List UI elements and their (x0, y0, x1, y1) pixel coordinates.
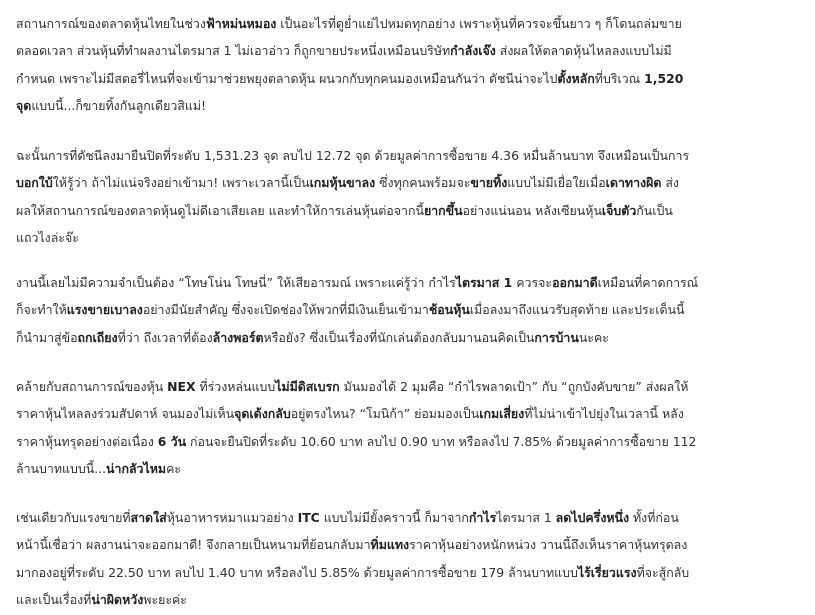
bold-text: ฟ้าหม่นหมอง (205, 16, 277, 31)
text-run: ควรจะ (512, 275, 553, 290)
text-run: ราคาหุ้นไหลลงร่วมสัปดาห์ จนมองไม่เห็น (16, 406, 235, 422)
text-line (16, 169, 815, 196)
text-run: สถานการณ์ของตลาดหุ้นไทยในช่วง (16, 16, 206, 31)
text-line (16, 559, 815, 586)
bold-text: 1,520 (644, 70, 684, 86)
bold-text: ล้างพอร์ต (212, 329, 264, 345)
text-run: แบบนี้...ก็ขายทิ้งกันลูกเดียวสิแม่! (31, 97, 206, 113)
text-line (16, 324, 815, 351)
text-run: ก่อนจะยืนปิดที่ระดับ 10.60 บาท ลบไป 0.90 บาท หรือลงไป 7.85% ด้วยมูลค่าการซื้อขาย 112 (186, 433, 697, 449)
text-run: ก็นำมาสู่ข้อ (16, 329, 78, 345)
text-run: อยู่ตรงไหน? “โมนิก้า” ย่อมมองเป็น (290, 406, 480, 422)
text-line (16, 373, 815, 400)
paragraph-index-close (16, 142, 815, 251)
text-line (16, 197, 815, 224)
bold-text: เกมหุ้นขาลง (309, 175, 376, 191)
text-line (16, 296, 815, 323)
text-run: ที่จะสู้กลับ (636, 564, 690, 580)
bold-text: จุด (16, 97, 32, 113)
text-run: ที่ร่วงหล่นแบบ (195, 379, 276, 394)
text-run: กำหนด เพราะไม่มีสตอรี่ไหนที่จะเข้ามาช่วยพยุงตลาดหุ้น ผนวกกับทุกคนมองเหมือนกันว่า ดัชนีน่าจะไป (16, 70, 558, 86)
text-run: พะยะค่ะ (143, 591, 187, 607)
text-line (16, 428, 815, 455)
bold-text: เจ็บตัว (601, 202, 637, 218)
bold-text: ไตรมาส 1 (455, 275, 513, 290)
text-run: หรือยัง? ซึ่งเป็นเรื่องที่นักเล่นต้องกลับมานอนคิดเป็น (263, 329, 535, 345)
text-run: คล้ายกับสถานการณ์ของหุ้น (16, 379, 168, 394)
text-run: กันเป็น (636, 202, 673, 218)
bold-text: น่ากลัวไหม (106, 460, 167, 476)
text-run: ราคาหุ้นทรุดอย่างต่อเนื่อง (16, 433, 158, 449)
bold-text: ลดไปครึ่งหนึ่ง (555, 510, 630, 525)
bold-text: ตั้งหลัก (557, 70, 595, 86)
bold-text: เกมเสี่ยง (479, 406, 525, 422)
text-line (16, 586, 815, 613)
text-run: เหมือนที่คาดการณ์ (597, 275, 699, 290)
paragraph-q1-earnings (16, 269, 815, 351)
bold-text: สาดใส่ (130, 510, 167, 525)
text-run: แถวไงล่ะจ๊ะ (16, 229, 79, 245)
text-run: ราคาหุ้นอย่างหนักหน่วง วานนี้ถึงเห็นราคาหุ้นทรุดลง (409, 537, 688, 553)
bold-text: จุดเด้งกลับ (234, 406, 291, 422)
text-run: ที่ว่า ถึงเวลาที่ต้อง (117, 329, 213, 345)
bold-text: กำไร (468, 510, 497, 525)
bold-text: กำลังเจ๊ง (450, 43, 496, 59)
text-run: ไตรมาส 1 (496, 510, 556, 525)
bold-text: ไม่มีดิสเบรก (275, 379, 340, 394)
bold-text: ยากขึ้น (423, 202, 463, 218)
bold-text: ถกเถียง (77, 329, 118, 345)
text-run: แบบไม่มีเยื่อใยเมื่อ (507, 175, 606, 191)
text-run: ที่บริเวณ (594, 70, 645, 86)
paragraph-itc-stock (16, 504, 815, 613)
text-run: ผลให้สถานการณ์ของตลาดหุ้นดูไม่ดีเอาเสียเลย และทำให้การเล่นหุ้นต่อจากนี้ (16, 202, 424, 218)
bold-text: น่าผิดหวัง (91, 591, 144, 607)
text-line (16, 37, 815, 64)
text-line (16, 400, 815, 427)
bold-text: บอกใบ้ (16, 175, 53, 191)
text-run: ให้รู้ว่า ถ้าไม่แน่จริงอย่าเข้ามา! เพราะเวลานี้เป็น (52, 175, 310, 191)
bold-text: ช้อนหุ้น (428, 302, 470, 318)
bold-text: ออกมาดี (552, 275, 598, 290)
text-line (16, 531, 815, 558)
bold-text: การบ้าน (534, 329, 579, 345)
text-run: หน้านี้เชื่อว่า ผลงานน่าจะออกมาดี! จึงกลายเป็นหนามที่ย้อนกลับมา (16, 537, 371, 553)
text-run: งานนี้เลยไม่มีความจำเป็นต้อง “โทษโน่น โทษนี่” ให้เสียอารมณ์ เพราะแค่รู้ว่า กำไร (16, 275, 456, 290)
bold-text: NEX (167, 379, 196, 394)
text-run: อย่างมีนัยสำคัญ ซึ่งจะเปิดช่องให้พวกที่มีเงินเย็นเข้ามา (142, 302, 429, 318)
bold-text: แรงขายเบาลง (66, 302, 143, 318)
text-run: เมื่อลงมาถึงแนวรับสุดท้าย และประเด็นนี้ (469, 302, 685, 318)
text-run: ที่ไม่น่าเข้าไปยุ่งในเวลานี้ หลัง (524, 406, 684, 422)
text-run: ก็จะทำให้ (16, 302, 67, 318)
text-run: นะคะ (578, 329, 609, 345)
text-run: และเป็นเรื่องที่ (16, 591, 92, 607)
paragraph-market-gloom (16, 10, 815, 119)
text-line (16, 224, 815, 251)
text-run: อย่างแน่นอน หลังเซียนหุ้น (462, 202, 602, 218)
text-line (16, 269, 815, 296)
bold-text: ITC (297, 510, 320, 525)
bold-text: ขายทิ้ง (470, 175, 508, 191)
text-run: คะ (166, 460, 182, 476)
text-run: ตลอดเวลา ส่วนหุ้นที่ทำผลงานไตรมาส 1 ไม่เอาอ่าว ก็ถูกขายประหนึ่งเหมือนบริษัท (16, 43, 451, 59)
paragraph-nex-stock (16, 373, 815, 482)
text-run: ส่ง (661, 175, 679, 191)
text-run: ฉะนั้นการที่ดัชนีลงมายืนปิดที่ระดับ 1,531.23 จุด ลบไป 12.72 จุด ด้วยมูลค่าการซื้อขาย 4.36 หมื่นล้านบาท จึงเหมือนเป็นการ (16, 148, 690, 163)
text-line (16, 92, 815, 119)
text-line (16, 504, 815, 531)
text-run: เช่นเดียวกับแรงขายที่ (16, 510, 131, 525)
text-run: มันมองได้ 2 มุมคือ “กำไรพลาดเป้า” กับ “ถูกบังคับขาย” ส่งผลให้ (339, 379, 689, 394)
text-run: ซึ่งทุกคนพร้อมจะ (375, 175, 471, 191)
text-line (16, 65, 815, 92)
text-run: มากองอยู่ที่ระดับ 22.50 บาท ลบไป 1.40 บาท หรือลงไป 5.85% ด้วยมูลค่าการซื้อขาย 179 ล้านบาทแบบ (16, 564, 578, 580)
text-line (16, 455, 815, 482)
text-run: ล้านบาทแบบนี้... (16, 460, 107, 476)
text-run: เป็นอะไรที่ดูย่ำแย่ไปหมดทุกอย่าง เพราะหุ้นที่ควรจะขึ้นยาว ๆ ก็โดนถล่มขาย (276, 16, 682, 31)
text-run: ทั้งที่ก่อน (629, 510, 679, 525)
text-line (16, 10, 815, 37)
text-run: แบบไม่มียั้งคราวนี้ ก็มาจาก (319, 510, 469, 525)
bold-text: ไร้เรี่ยวแรง (577, 564, 637, 580)
bold-text: 6 วัน (157, 433, 187, 449)
text-line (16, 142, 815, 169)
bold-text: เดาทางผิด (605, 175, 662, 191)
text-run: ส่งผลให้ตลาดหุ้นไหลลงแบบไม่มี (495, 43, 672, 59)
bold-text: ทิ่มแทง (370, 537, 410, 553)
text-run: หุ้นอาหารหมาแมวอย่าง (166, 510, 298, 525)
